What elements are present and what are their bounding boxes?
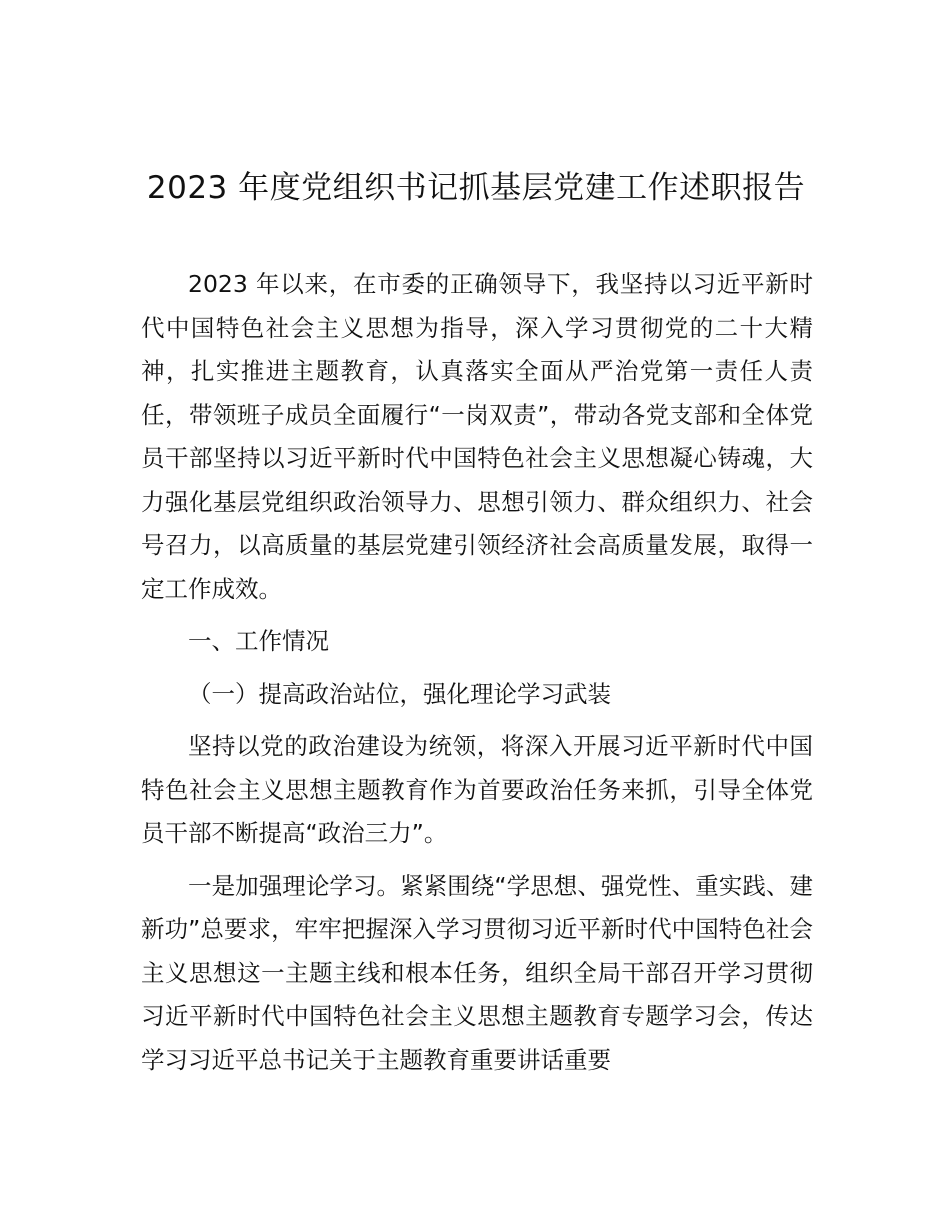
subsection-heading-political-stance: （一）提高政治站位，强化理论学习武装 <box>188 679 611 708</box>
paragraph-political-building: 坚持以党的政治建设为统领，将深入开展习近平新时代中国特色社会主义思想主题教育作为首要政治任务来抓，引导全体党员干部不断提高“政治三力”。 <box>141 732 813 847</box>
document-body <box>141 263 813 1091</box>
paragraph-intro: 2023 年以来，在市委的正确领导下，我坚持以习近平新时代中国特色社会主义思想为指导，深入学习贯彻党的二十大精神，扎实推进主题教育，认真落实全面从严治党第一责任人责任，带领班子成员全面履行“一岗双责”，带动各党支部和全体党员干部坚持以习近平新时代中国特色社会主义思想凝心铸魂，大力强化基层党组织政治领导力、思想引领力、群众组织力、社会号召力，以高质量的基层党建引领经济社会高质量发展，取得一定工作成效。 <box>141 270 813 603</box>
paragraph-theory-study: 一是加强理论学习。紧紧围绕“学思想、强党性、重实践、建新功”总要求，牢牢把握深入学习贯彻习近平新时代中国特色社会主义思想这一主题主线和根本任务，组织全局干部召开学习贯彻习近平新时代中国特色社会主义思想主题教育专题学习会，传达学习习近平总书记关于主题教育重要讲话重要 <box>141 871 813 1074</box>
document-title: 2023 年度党组织书记抓基层党建工作述职报告 <box>146 170 806 206</box>
section-heading-work-situation: 一、工作情况 <box>188 627 329 655</box>
